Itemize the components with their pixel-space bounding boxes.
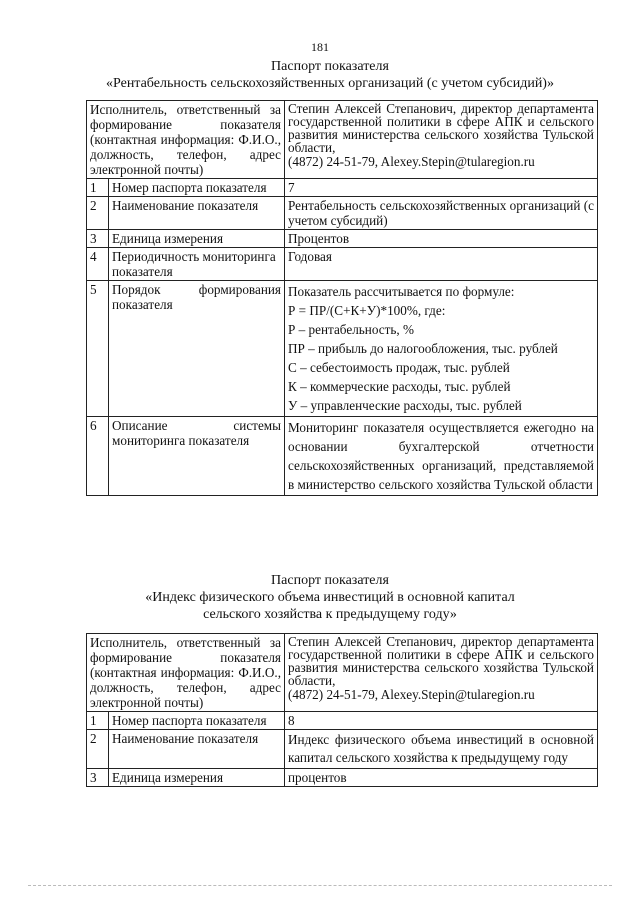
table-row (87, 281, 598, 417)
row-name: Периодичность мониторинга показателя (109, 248, 285, 281)
row-number: 4 (87, 248, 109, 281)
row-name: Порядок формирования показателя (109, 281, 285, 417)
row-value: Мониторинг показателя осуществляется ежегодно на основании бухгалтерской отчетности сельскохозяйственных организаций, представляемой в министерство сельского хозяйства Тульской области (285, 417, 598, 496)
table-row-executor (87, 101, 598, 179)
formula: Р = ПР/(С+К+У)*100%, где: (288, 303, 446, 318)
formula-var-u: У – управленческие расходы, тыс. рублей (288, 398, 522, 413)
formula-var-pr: ПР – прибыль до налогообложения, тыс. рублей (288, 341, 558, 356)
row-number: 2 (87, 730, 109, 769)
executor-value (285, 634, 598, 712)
table-row (87, 730, 598, 769)
executor-contact: (4872) 24-51-79, Alexey.Stepin@tularegion.ru (288, 687, 535, 702)
row-number: 2 (87, 197, 109, 230)
executor-value (285, 101, 598, 179)
row-number: 6 (87, 417, 109, 496)
passport-table-1 (86, 100, 598, 496)
row-value: Годовая (285, 248, 598, 281)
row-value (285, 281, 598, 417)
passport-heading: Паспорт показателя (271, 59, 389, 74)
row-value: Рентабельность сельскохозяйственных организаций (с учетом субсидий) (285, 197, 598, 230)
passport-heading: Паспорт показателя (271, 573, 389, 588)
table-row (87, 230, 598, 248)
table-row (87, 197, 598, 230)
formula-var-r: Р – рентабельность, % (288, 322, 414, 337)
executor-label: Исполнитель, ответственный за формирование показателя (контактная информация: Ф.И.О., должность, телефон, адрес электронной почты) (87, 101, 285, 179)
row-value: 8 (285, 712, 598, 730)
row-value: процентов (285, 769, 598, 787)
table-row (87, 712, 598, 730)
row-value: Индекс физического объема инвестиций в основной капитал сельского хозяйства к предыдущему году (285, 730, 598, 769)
row-name: Номер паспорта показателя (109, 712, 285, 730)
row-name: Наименование показателя (109, 197, 285, 230)
row-number: 1 (87, 712, 109, 730)
row-value: 7 (285, 179, 598, 197)
executor-name: Степин Алексей Степанович, директор департамента государственной политики в сфере АПК и сельского развития министерства сельского хозяйства Тульской области, (288, 634, 594, 688)
table-row (87, 248, 598, 281)
passport-title-2 (60, 572, 600, 623)
passport-title-1 (60, 58, 600, 92)
row-number: 1 (87, 179, 109, 197)
row-name: Описание системы мониторинга показателя (109, 417, 285, 496)
row-name: Номер паспорта показателя (109, 179, 285, 197)
executor-name: Степин Алексей Степанович, директор департамента государственной политики в сфере АПК и сельского развития министерства сельского хозяйства Тульской области, (288, 101, 594, 155)
passport-subtitle: «Рентабельность сельскохозяйственных организаций (с учетом субсидий)» (106, 76, 554, 91)
passport-subtitle: сельского хозяйства к предыдущему году» (203, 607, 457, 622)
formula-var-k: К – коммерческие расходы, тыс. рублей (288, 379, 511, 394)
executor-label: Исполнитель, ответственный за формирование показателя (контактная информация: Ф.И.О., должность, телефон, адрес электронной почты) (87, 634, 285, 712)
passport-subtitle: «Индекс физического объема инвестиций в основной капитал (145, 590, 515, 605)
formula-var-s: С – себестоимость продаж, тыс. рублей (288, 360, 510, 375)
passport-table-2 (86, 633, 598, 787)
table-row (87, 179, 598, 197)
row-value: Процентов (285, 230, 598, 248)
row-name: Единица измерения (109, 769, 285, 787)
row-name: Наименование показателя (109, 730, 285, 769)
row-number: 5 (87, 281, 109, 417)
table-row (87, 417, 598, 496)
table-row-executor (87, 634, 598, 712)
row-number: 3 (87, 769, 109, 787)
table-row (87, 769, 598, 787)
formula-intro: Показатель рассчитывается по формуле: (288, 284, 515, 299)
scan-bottom-edge (28, 885, 612, 886)
row-name: Единица измерения (109, 230, 285, 248)
page-number: 181 (311, 40, 329, 54)
row-number: 3 (87, 230, 109, 248)
executor-contact: (4872) 24-51-79, Alexey.Stepin@tularegion.ru (288, 154, 535, 169)
